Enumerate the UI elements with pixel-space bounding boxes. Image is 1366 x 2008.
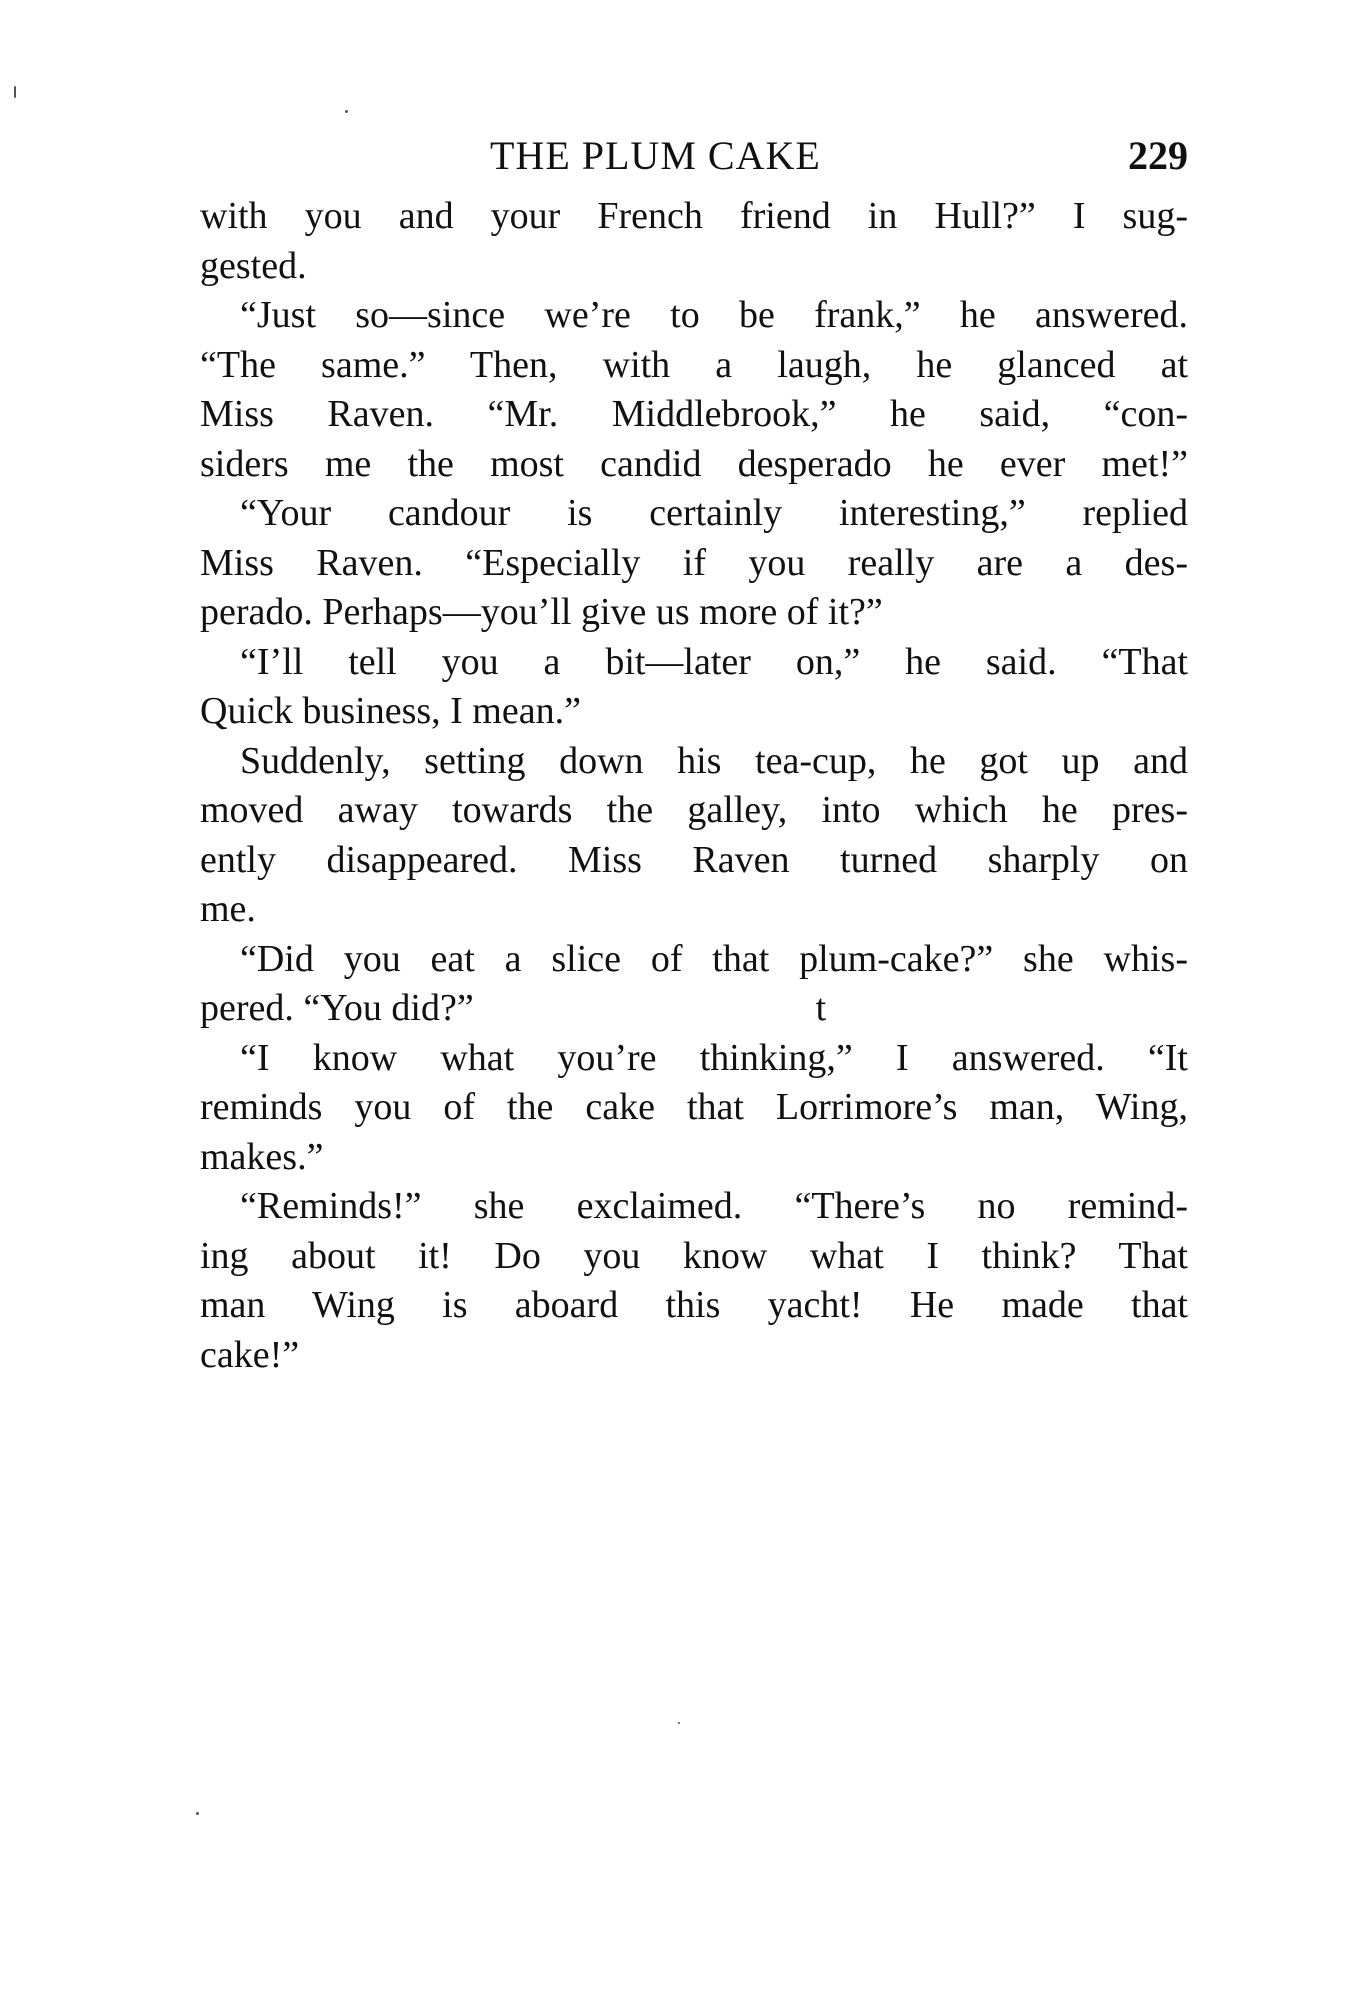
scan-speck bbox=[345, 110, 348, 113]
text-line: “The same.” Then, with a laugh, he glanced at bbox=[200, 343, 1188, 386]
text-line: “Did you eat a slice of that plum-cake?” she whis- bbox=[240, 937, 1188, 980]
text-line: with you and your French friend in Hull?” I sug- bbox=[200, 195, 1188, 237]
text-line: ently disappeared. Miss Raven turned sharply on bbox=[200, 838, 1188, 881]
text-line: pered. “You did?” t bbox=[200, 987, 827, 1029]
text-line: Miss Raven. “Mr. Middlebrook,” he said, “con- bbox=[200, 393, 1188, 435]
text-line: “I know what you’re thinking,” I answered. “It bbox=[240, 1036, 1188, 1079]
text-line: man Wing is aboard this yacht! He made that bbox=[200, 1284, 1188, 1326]
text-line: moved away towards the galley, into which he pres- bbox=[200, 789, 1188, 831]
body-text bbox=[200, 192, 1188, 1380]
running-head: THE PLUM CAKE bbox=[490, 133, 821, 178]
text-line: Suddenly, setting down his tea-cup, he got up and bbox=[240, 739, 1188, 782]
text-line: “Just so—since we’re to be frank,” he answered. bbox=[240, 294, 1188, 336]
text-line: “Your candour is certainly interesting,” replied bbox=[240, 492, 1188, 534]
scan-speck bbox=[196, 1812, 199, 1815]
text-line: “Reminds!” she exclaimed. “There’s no remind- bbox=[240, 1185, 1188, 1227]
scan-speck bbox=[14, 86, 16, 98]
text-line: Quick business, I mean.” bbox=[200, 690, 581, 732]
page-header bbox=[200, 128, 1188, 184]
text-line: ing about it! Do you know what I think? That bbox=[200, 1234, 1188, 1277]
text-line: cake!” bbox=[200, 1333, 300, 1376]
text-line: reminds you of the cake that Lorrimore’s man, Wing, bbox=[200, 1086, 1188, 1128]
text-line: “I’ll tell you a bit—later on,” he said. “That bbox=[240, 640, 1188, 683]
text-line: makes.” bbox=[200, 1135, 324, 1178]
text-line: siders me the most candid desperado he ever met!” bbox=[200, 442, 1188, 485]
scan-speck bbox=[678, 1722, 680, 1724]
text-line: perado. Perhaps—you’ll give us more of it?” bbox=[200, 591, 883, 633]
text-line: Miss Raven. “Especially if you really are a des- bbox=[200, 541, 1188, 584]
page-number: 229 bbox=[1128, 133, 1188, 178]
text-line: gested. bbox=[200, 244, 307, 287]
text-line: me. bbox=[200, 888, 256, 930]
